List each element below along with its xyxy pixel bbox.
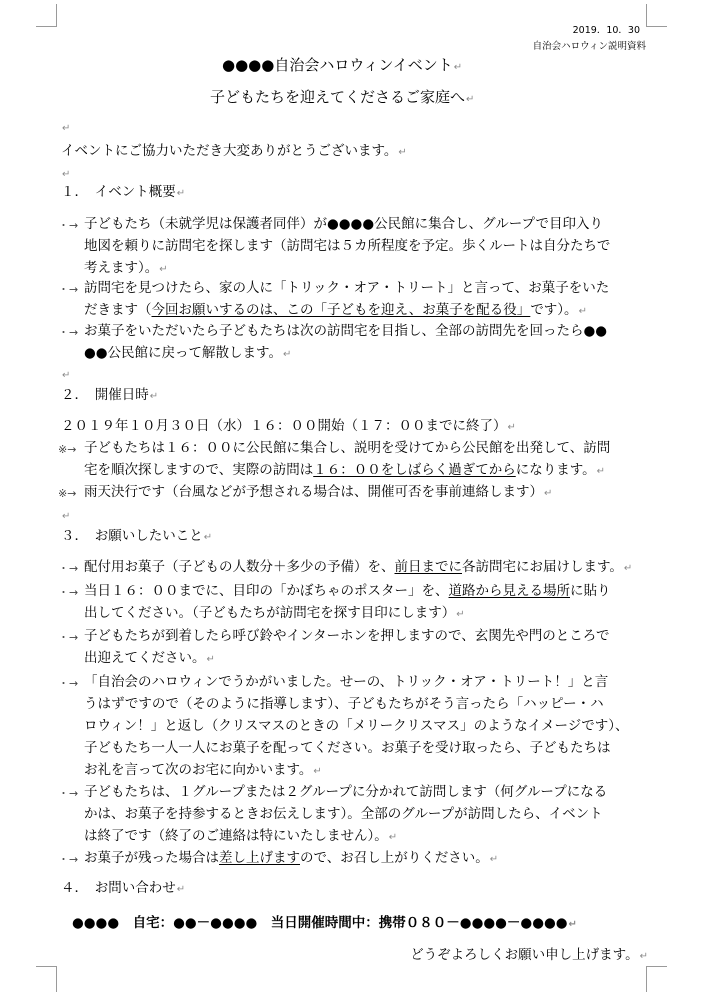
closing-text: どうぞよろしくお願い申し上げます。↵ <box>410 947 648 963</box>
s3-bullet-3-line-2: 出迎えてください。↵ <box>84 650 215 666</box>
s3-bullet-6: お菓子が残った場合は差し上げますので、お召し上がりください。↵ <box>84 850 499 866</box>
bullet-mark: ・→ <box>58 677 79 690</box>
crop-mark <box>56 966 57 992</box>
event-datetime: ２０１９年１０月３０日（水）１６：００開始（１７：００までに終了）↵ <box>61 418 516 434</box>
crop-mark <box>36 966 57 967</box>
bullet-mark: ・→ <box>58 562 79 575</box>
section-3-heading: ３． お願いしたいこと↵ <box>61 528 213 544</box>
s2-note-1-line-2: 宅を順次探しますので、実際の訪問は１６：００をしばらく過ぎてからになります。↵ <box>84 462 606 478</box>
paragraph-mark: ↵ <box>62 123 71 134</box>
s1-bullet-3-line-2: ●●公民館に戻って解散します。↵ <box>84 345 292 361</box>
note-mark: ※→ <box>58 443 77 456</box>
crop-mark <box>36 26 57 27</box>
title-line-2: 子どもたちを迎えてくださるご家庭へ↵ <box>210 88 475 106</box>
bullet-mark: ・→ <box>58 219 79 232</box>
s3-bullet-5-line-3: は終了です（終了のご連絡は特にいたしません）。↵ <box>84 828 398 844</box>
s2-note-1-line-1: 子どもたちは１６：００に公民館に集合し、説明を受けてから公民館を出発して、訪問 <box>84 440 611 456</box>
s3-bullet-2-line-1: 当日１６：００までに、目印の「かぼちゃのポスター」を、道路から見える場所に貼り <box>84 583 611 599</box>
s1-bullet-3-line-1: お菓子をいただいたら子どもたちは次の訪問宅を目指し、全部の訪問先を回ったら●● <box>84 323 608 339</box>
section-4-heading: ４． お問い合わせ↵ <box>61 880 186 896</box>
document-date: 2019．10．30 <box>572 25 640 36</box>
paragraph-mark: ↵ <box>62 370 71 381</box>
s3-bullet-2-line-2: 出してください。（子どもたちが訪問宅を探す目印にします）↵ <box>84 605 465 621</box>
crop-mark <box>646 966 647 992</box>
bullet-mark: ・→ <box>58 787 79 800</box>
s3-bullet-4-line-2: うはずですので（そのように指導します）、子どもたちがそう言ったら「ハッピー・ハ <box>84 696 604 712</box>
s3-bullet-5-line-2: かは、お菓子を持参するときお伝えします）。全部のグループが訪問したら、イベント <box>84 806 603 822</box>
bullet-mark: ・→ <box>58 586 79 599</box>
document-department: 自治会ハロウィン説明資料 <box>532 41 646 52</box>
s3-bullet-5-line-1: 子どもたちは、１グループまたは２グループに分かれて訪問します（何グループになる <box>84 784 608 800</box>
s3-bullet-3-line-1: 子どもたちが到着したら呼び鈴やインターホンを押しますので、玄関先や門のところで <box>84 628 610 644</box>
bullet-mark: ・→ <box>58 283 79 296</box>
s3-bullet-1: 配付用お菓子（子どもの人数分＋多少の予備）を、前日までに各訪問宅にお届けします。↵ <box>84 559 633 575</box>
crop-mark <box>646 26 667 27</box>
paragraph-mark: ↵ <box>62 169 71 180</box>
section-2-heading: ２． 開催日時↵ <box>61 387 159 403</box>
s3-bullet-4-line-4: 子どもたち一人一人にお菓子を配ってください。お菓子を受け取ったら、子どもたちは <box>84 740 611 756</box>
s1-bullet-1-line-3: 考えます）。↵ <box>84 260 168 276</box>
s3-bullet-4-line-3: ロウィン！」と返し（クリスマスのときの「メリークリスマス」のようなイメージです）、 <box>84 718 629 734</box>
bullet-mark: ・→ <box>58 853 79 866</box>
paragraph-mark: ↵ <box>62 511 71 522</box>
title-line-1: ●●●●自治会ハロウィンイベント↵ <box>222 56 463 74</box>
s1-bullet-1-line-1: 子どもたち（未就学児は保護者同伴）が●●●●公民館に集合し、グループで目印入り <box>84 216 603 232</box>
bullet-mark: ・→ <box>58 631 79 644</box>
bullet-mark: ・→ <box>58 326 79 339</box>
contact-info: ●●●● 自宅：●●－●●●● 当日開催時間中：携帯０８０－●●●●－●●●●↵ <box>72 915 577 931</box>
s2-note-2: 雨天決行です（台風などが予想される場合は、開催可否を事前連絡します）↵ <box>84 484 553 500</box>
s3-bullet-4-line-1: 「自治会のハロウィンでうかがいました。せーの、トリック・オア・トリート！」と言 <box>84 674 609 690</box>
crop-mark <box>646 966 667 967</box>
intro-text: イベントにご協力いただき大変ありがとうございます。↵ <box>61 143 407 159</box>
s1-bullet-2-line-2: だきます（今回お願いするのは、この「子どもを迎え、お菓子を配る役」です）。↵ <box>84 302 587 318</box>
s1-bullet-2-line-1: 訪問宅を見つけたら、家の人に「トリック・オア・トリート」と言って、お菓子をいた <box>84 280 610 296</box>
crop-mark <box>646 4 647 26</box>
note-mark: ※→ <box>58 487 77 500</box>
section-1-heading: １． イベント概要↵ <box>61 184 186 200</box>
s1-bullet-1-line-2: 地図を頼りに訪問宅を探します（訪問宅は５カ所程度を予定。歩くルートは自分たちで <box>84 238 611 254</box>
s3-bullet-4-line-5: お礼を言って次のお宅に向かいます。↵ <box>84 762 322 778</box>
crop-mark <box>56 4 57 26</box>
